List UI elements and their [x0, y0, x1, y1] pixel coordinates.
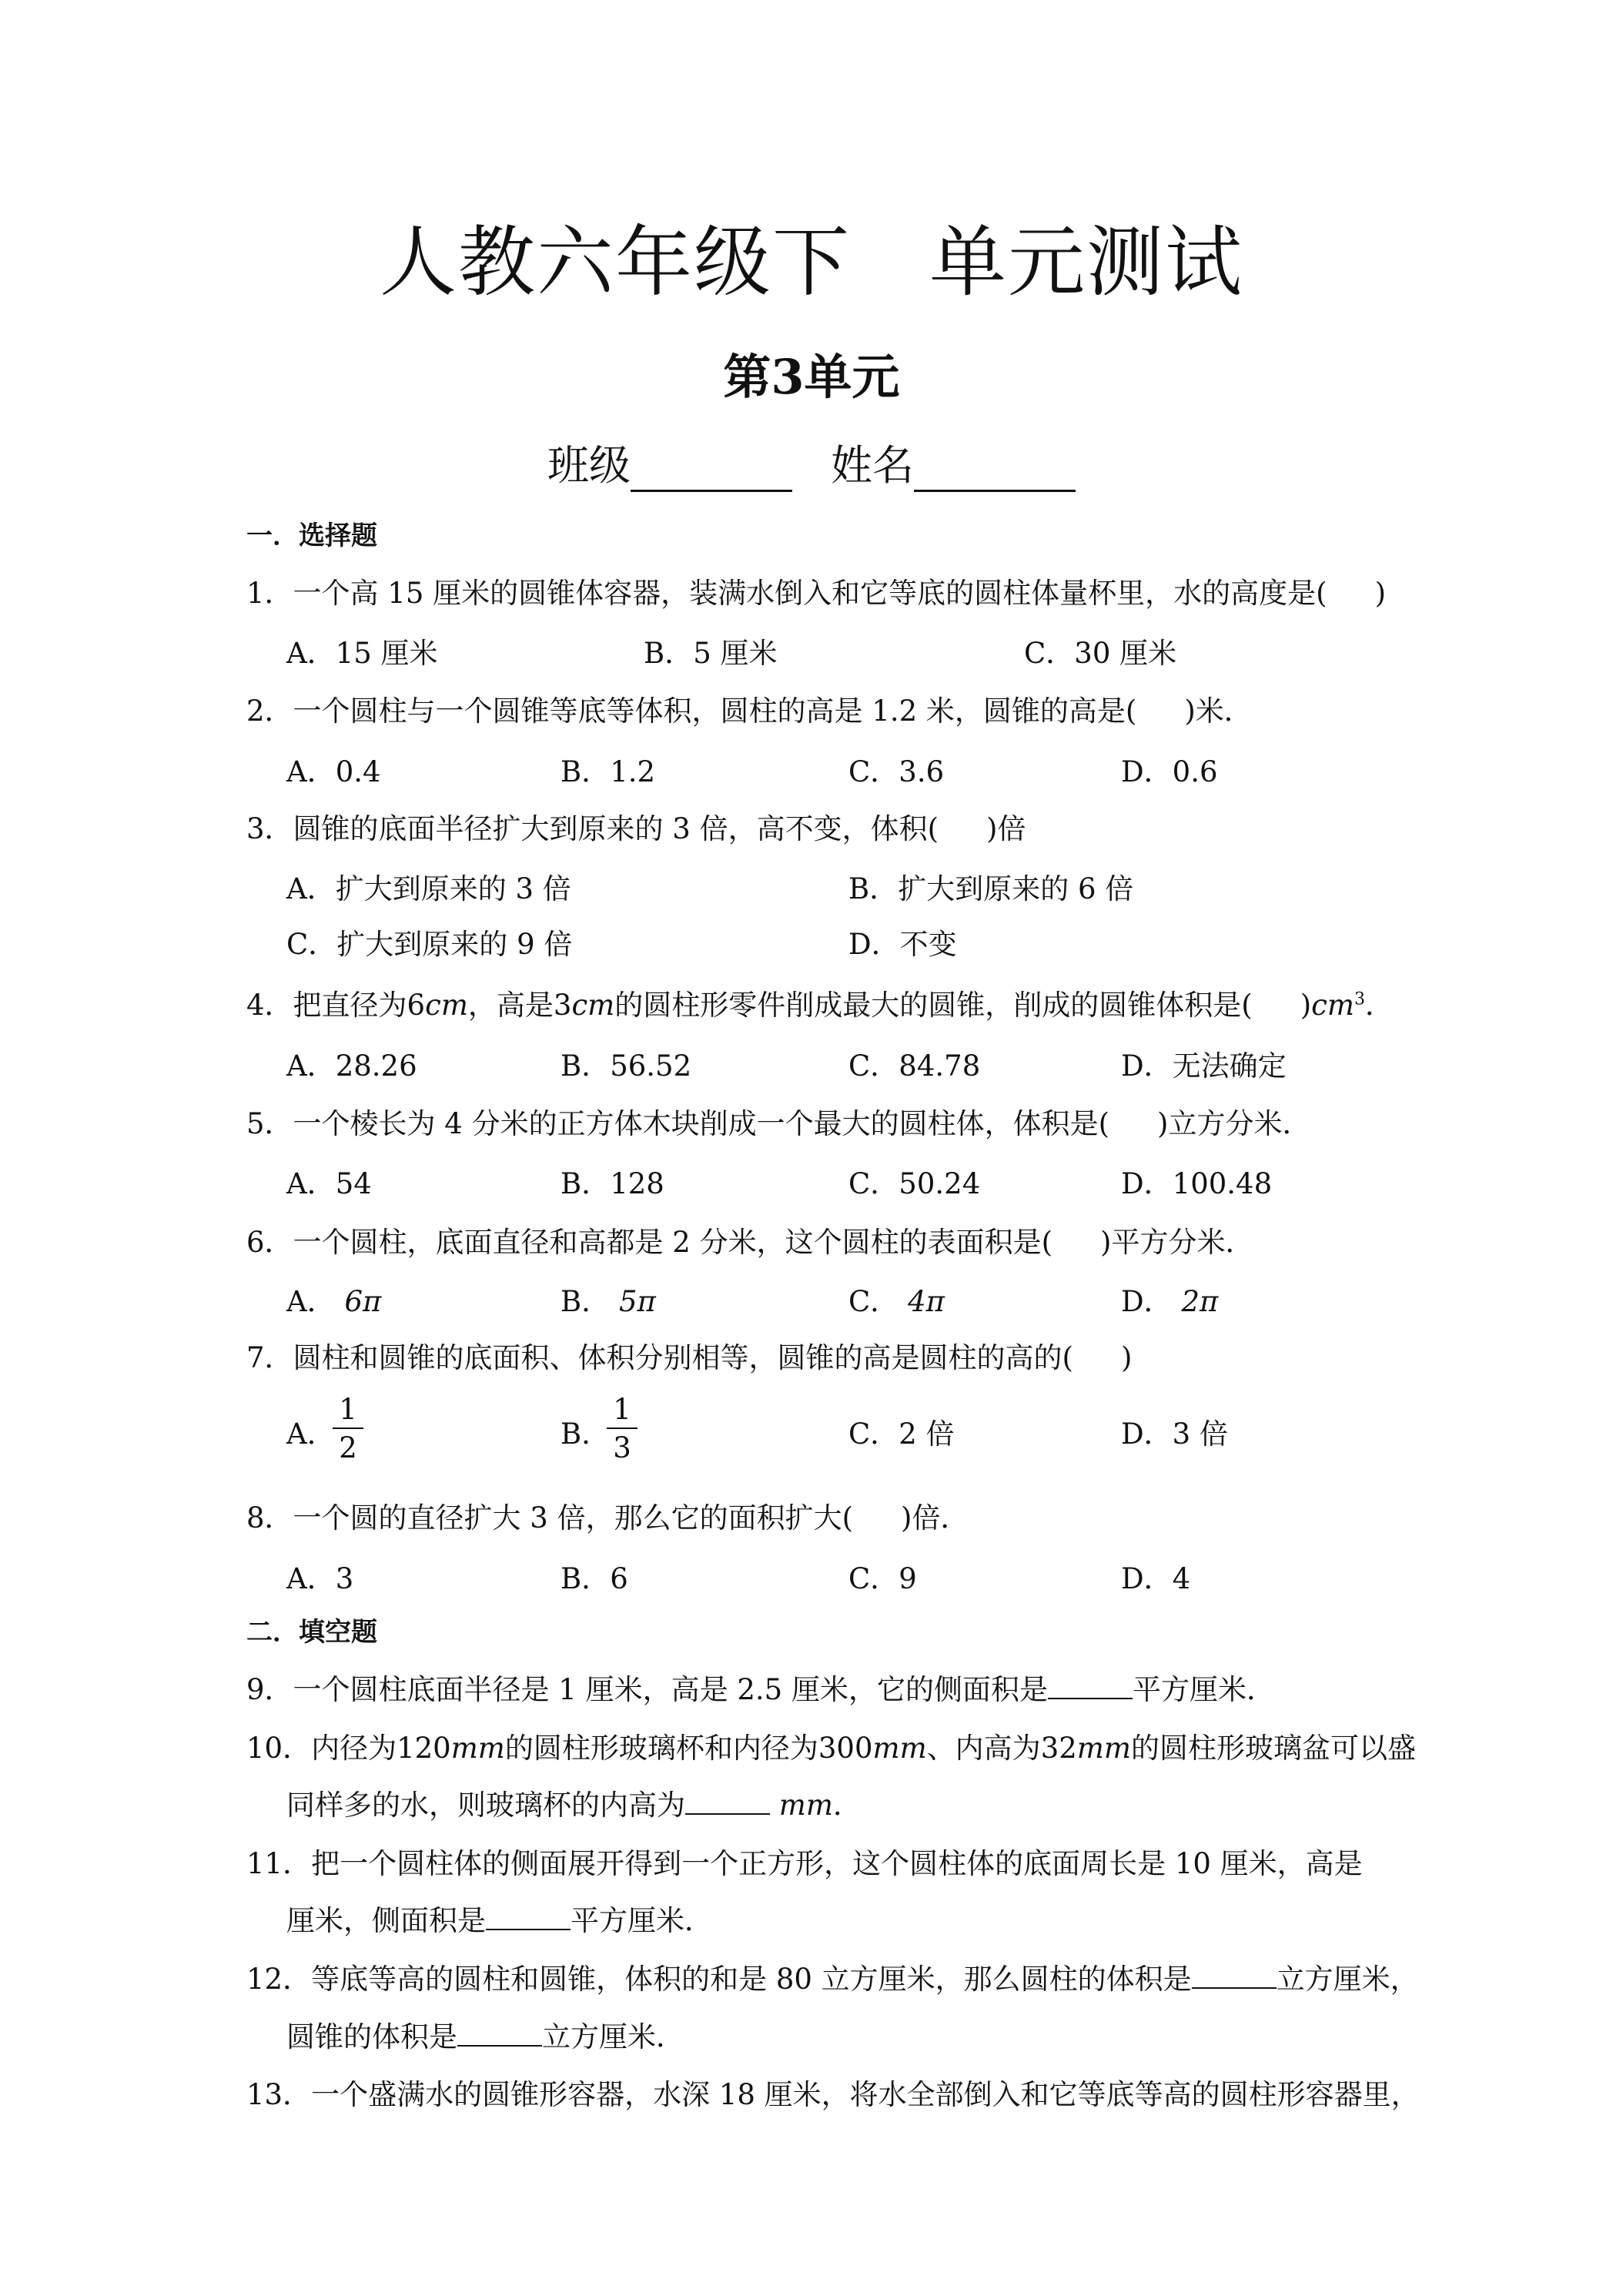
option-b[interactable]: B．1.2: [561, 755, 656, 788]
option-c[interactable]: C．3.6: [848, 755, 945, 788]
answer-blank[interactable]: [685, 1790, 770, 1815]
fraction-one-third: $\frac{1}{3}$: [607, 1392, 637, 1468]
question-12-line-2: 圆锥的体积是 立方厘米．: [286, 2020, 684, 2053]
option-a[interactable]: A．0.4: [286, 755, 381, 788]
question-4: 4．把直径为6cm，高是3cm的圆柱形零件削成最大的圆锥，削成的圆锥体积是( )$cm^3$．: [246, 989, 1394, 1022]
option-d[interactable]: D．100.48: [1121, 1167, 1273, 1200]
option-d[interactable]: D．不变: [848, 928, 957, 961]
question-10: 10．内径为120mm的圆柱形玻璃杯和内径为300mm、内高为32mm的圆柱形玻璃盆可以盛: [246, 1732, 1416, 1765]
option-d[interactable]: D． 2π: [1121, 1285, 1219, 1318]
answer-blank[interactable]: [1048, 1675, 1133, 1699]
option-c[interactable]: C．2 倍: [848, 1417, 955, 1451]
section-heading-fill: 二．填空题: [246, 1617, 377, 1648]
question-11: 11．把一个圆柱体的侧面展开得到一个正方形，这个圆柱体的底面周长是 10 厘米，高是: [246, 1847, 1363, 1880]
student-info-line: [0, 433, 1623, 492]
question-8: 8．一个圆的直径扩大 3 倍，那么它的面积扩大( )倍．: [246, 1501, 969, 1535]
question-13: 13．一个盛满水的圆锥形容器，水深 18 厘米，将水全部倒入和它等底等高的圆柱形容器里，: [246, 2078, 1420, 2111]
option-d[interactable]: D．3 倍: [1121, 1417, 1228, 1451]
question-2: 2．一个圆柱与一个圆锥等底等体积，圆柱的高是 1.2 米，圆锥的高是( )米．: [246, 694, 1253, 728]
option-d[interactable]: D．0.6: [1121, 755, 1218, 788]
option-b[interactable]: B． 5π: [561, 1285, 656, 1318]
option-a[interactable]: A．28.26: [286, 1049, 417, 1083]
option-b-label[interactable]: B．: [561, 1417, 611, 1451]
option-c[interactable]: C．50.24: [848, 1167, 981, 1200]
option-a-label[interactable]: A．: [286, 1417, 336, 1451]
option-a[interactable]: A．扩大到原来的 3 倍: [286, 872, 571, 905]
question-9: 9．一个圆柱底面半径是 1 厘米，高是 2.5 厘米，它的侧面积是 平方厘米．: [246, 1673, 1275, 1706]
option-c[interactable]: C．扩大到原来的 9 倍: [286, 928, 573, 961]
option-c[interactable]: C． 4π: [848, 1285, 945, 1318]
option-a[interactable]: A．3: [286, 1562, 354, 1595]
option-c[interactable]: C．9: [848, 1562, 917, 1595]
fraction-one-half: $\frac{1}{2}$: [333, 1392, 363, 1468]
option-c[interactable]: C．84.78: [848, 1049, 981, 1083]
answer-blank[interactable]: [486, 1906, 571, 1930]
answer-blank[interactable]: [1192, 1964, 1277, 1989]
question-5: 5．一个棱长为 4 分米的正方体木块削成一个最大的圆柱体，体积是( )立方分米．: [246, 1107, 1311, 1140]
class-label: 班级: [547, 441, 631, 490]
page-title: 人教六年级下 单元测试: [380, 217, 1243, 307]
question-12: 12．等底等高的圆柱和圆锥，体积的和是 80 立方厘米，那么圆柱的体积是 立方厘米，: [246, 1963, 1419, 1996]
option-b[interactable]: B．6: [561, 1562, 628, 1595]
section-heading-choice: 一．选择题: [246, 520, 377, 551]
option-b[interactable]: B．128: [561, 1167, 664, 1200]
unit-subtitle: 第3单元: [723, 349, 900, 405]
question-10-line-2: 同样多的水，则玻璃杯的内高为 mm．: [286, 1789, 862, 1822]
answer-blank[interactable]: [457, 2022, 542, 2047]
option-a[interactable]: A．15 厘米: [286, 637, 438, 670]
question-3: 3．圆锥的底面半径扩大到原来的 3 倍，高不变，体积( )倍: [246, 812, 1026, 845]
question-7: 7．圆柱和圆锥的底面积、体积分别相等，圆锥的高是圆柱的高的( ): [246, 1341, 1133, 1374]
question-6: 6．一个圆柱，底面直径和高都是 2 分米，这个圆柱的表面积是( )平方分米．: [246, 1226, 1254, 1259]
option-c[interactable]: C．30 厘米: [1024, 637, 1177, 670]
option-a[interactable]: A．54: [286, 1167, 372, 1200]
class-blank[interactable]: [631, 451, 792, 492]
option-d[interactable]: D．4: [1121, 1562, 1191, 1595]
option-b[interactable]: B．扩大到原来的 6 倍: [848, 872, 1134, 905]
option-a[interactable]: A． 6π: [286, 1285, 382, 1318]
option-b[interactable]: B．5 厘米: [644, 637, 778, 670]
question-1: 1．一个高 15 厘米的圆锥体容器，装满水倒入和它等底的圆柱体量杯里，水的高度是( ): [246, 577, 1387, 610]
option-b[interactable]: B．56.52: [561, 1049, 692, 1083]
name-label: 姓名: [831, 441, 914, 490]
name-blank[interactable]: [914, 451, 1076, 492]
option-d[interactable]: D．无法确定: [1121, 1049, 1287, 1083]
question-11-line-2: 厘米，侧面积是 平方厘米．: [286, 1904, 713, 1937]
